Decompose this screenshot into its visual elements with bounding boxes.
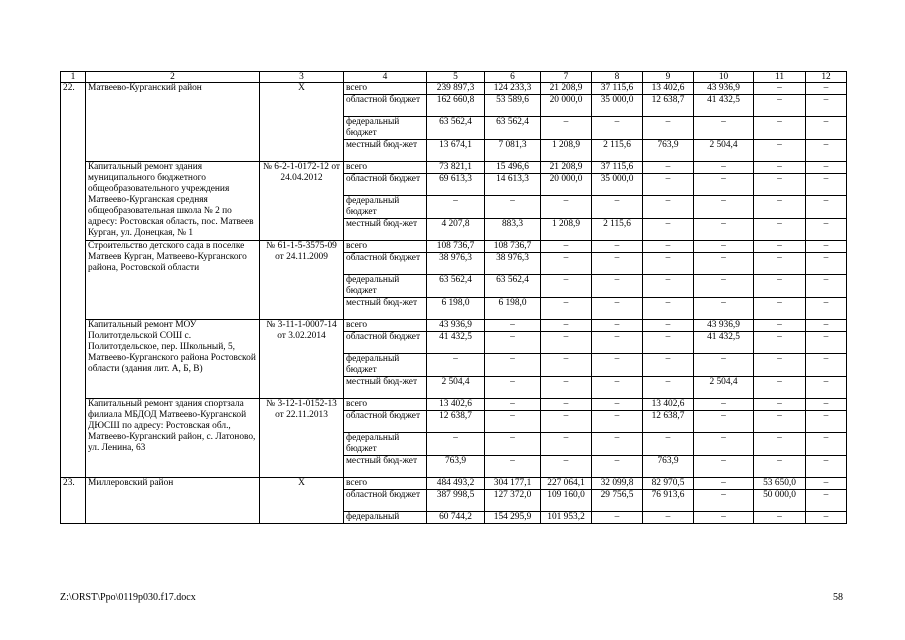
- amount-cell: –: [806, 456, 847, 478]
- amount-cell: 2 504,4: [427, 377, 485, 399]
- funding-source: всего: [344, 320, 427, 332]
- amount-cell: –: [485, 196, 541, 219]
- amount-cell: –: [694, 117, 754, 140]
- amount-cell: 12 638,7: [643, 411, 694, 433]
- amount-cell: –: [806, 196, 847, 219]
- amount-cell: –: [541, 411, 592, 433]
- amount-cell: –: [541, 433, 592, 456]
- document-reference: № 6-2-1-0172-12 от 24.04.2012: [260, 162, 344, 241]
- footer-file-path: Z:\ORST\Ppo\0119p030.f17.docx: [60, 592, 196, 603]
- amount-cell: –: [485, 320, 541, 332]
- amount-cell: 763,9: [427, 456, 485, 478]
- amount-cell: –: [694, 354, 754, 377]
- amount-cell: –: [694, 298, 754, 320]
- amount-cell: 13 402,6: [427, 399, 485, 411]
- amount-cell: 53 650,0: [754, 478, 806, 490]
- amount-cell: –: [643, 162, 694, 174]
- amount-cell: 73 821,1: [427, 162, 485, 174]
- object-name: Капитальный ремонт здания муниципального бюджетного общеобразовательного учреждения Матвеево-Курганская средняя общеобразовательная школа № 2 по адресу: Ростовская область, пос. Матвеев Курган, ул. Донецкая, № 1: [86, 162, 260, 241]
- amount-cell: –: [754, 275, 806, 298]
- amount-cell: –: [485, 433, 541, 456]
- amount-cell: 162 660,8: [427, 95, 485, 117]
- amount-cell: –: [806, 117, 847, 140]
- amount-cell: –: [643, 354, 694, 377]
- amount-cell: –: [754, 241, 806, 253]
- table-row: [61, 241, 847, 253]
- amount-cell: –: [541, 241, 592, 253]
- amount-cell: 2 115,6: [592, 219, 643, 241]
- amount-cell: –: [754, 354, 806, 377]
- amount-cell: –: [592, 512, 643, 524]
- funding-source: федеральный бюджет: [344, 354, 427, 377]
- amount-cell: –: [754, 253, 806, 275]
- amount-cell: –: [592, 275, 643, 298]
- column-number: 10: [694, 72, 754, 83]
- amount-cell: 15 496,6: [485, 162, 541, 174]
- amount-cell: –: [592, 377, 643, 399]
- amount-cell: –: [694, 512, 754, 524]
- amount-cell: 1 208,9: [541, 140, 592, 162]
- table-row: [61, 399, 847, 411]
- amount-cell: –: [541, 196, 592, 219]
- amount-cell: –: [806, 320, 847, 332]
- funding-source: местный бюд-жет: [344, 298, 427, 320]
- amount-cell: 41 432,5: [694, 95, 754, 117]
- amount-cell: –: [694, 219, 754, 241]
- column-number: 7: [541, 72, 592, 83]
- amount-cell: –: [592, 456, 643, 478]
- amount-cell: –: [806, 95, 847, 117]
- amount-cell: 43 936,9: [427, 320, 485, 332]
- amount-cell: –: [592, 320, 643, 332]
- amount-cell: 108 736,7: [485, 241, 541, 253]
- amount-cell: 12 638,7: [427, 411, 485, 433]
- amount-cell: 12 638,7: [643, 95, 694, 117]
- amount-cell: 883,3: [485, 219, 541, 241]
- funding-source: федеральный бюджет: [344, 275, 427, 298]
- amount-cell: –: [754, 162, 806, 174]
- amount-cell: 13 402,6: [643, 83, 694, 95]
- column-number: 12: [806, 72, 847, 83]
- object-name: Миллеровский район: [86, 478, 260, 524]
- table-row: [61, 162, 847, 174]
- funding-source: всего: [344, 83, 427, 95]
- amount-cell: 41 432,5: [427, 332, 485, 354]
- amount-cell: –: [592, 399, 643, 411]
- object-name: Матвеево-Курганский район: [86, 83, 260, 162]
- amount-cell: 63 562,4: [427, 117, 485, 140]
- amount-cell: –: [806, 377, 847, 399]
- amount-cell: –: [806, 478, 847, 490]
- amount-cell: 21 208,9: [541, 162, 592, 174]
- amount-cell: 21 208,9: [541, 83, 592, 95]
- table-row: [61, 478, 847, 490]
- column-number: 3: [260, 72, 344, 83]
- funding-source: всего: [344, 399, 427, 411]
- amount-cell: –: [806, 241, 847, 253]
- funding-source: всего: [344, 162, 427, 174]
- amount-cell: –: [485, 332, 541, 354]
- amount-cell: 20 000,0: [541, 95, 592, 117]
- amount-cell: 2 115,6: [592, 140, 643, 162]
- document-reference: № 3-12-1-0152-13 от 22.11.2013: [260, 399, 344, 478]
- amount-cell: 43 936,9: [694, 83, 754, 95]
- amount-cell: 109 160,0: [541, 490, 592, 512]
- column-number: 2: [86, 72, 260, 83]
- amount-cell: –: [541, 456, 592, 478]
- amount-cell: –: [754, 83, 806, 95]
- amount-cell: 20 000,0: [541, 174, 592, 196]
- amount-cell: 239 897,3: [427, 83, 485, 95]
- table-row: [61, 83, 847, 95]
- amount-cell: –: [643, 275, 694, 298]
- funding-source: местный бюд-жет: [344, 456, 427, 478]
- amount-cell: –: [541, 275, 592, 298]
- funding-source: федеральный бюджет: [344, 117, 427, 140]
- amount-cell: –: [541, 320, 592, 332]
- amount-cell: –: [643, 174, 694, 196]
- amount-cell: 763,9: [643, 140, 694, 162]
- amount-cell: 63 562,4: [485, 117, 541, 140]
- document-reference: Х: [260, 83, 344, 162]
- amount-cell: –: [754, 411, 806, 433]
- amount-cell: 38 976,3: [485, 253, 541, 275]
- amount-cell: 37 115,6: [592, 83, 643, 95]
- row-index: 23.: [61, 478, 86, 524]
- funding-source: областной бюджет: [344, 490, 427, 512]
- funding-source: областной бюджет: [344, 411, 427, 433]
- amount-cell: –: [694, 241, 754, 253]
- amount-cell: –: [754, 332, 806, 354]
- funding-source: всего: [344, 241, 427, 253]
- amount-cell: 124 233,3: [485, 83, 541, 95]
- amount-cell: –: [694, 433, 754, 456]
- amount-cell: –: [754, 196, 806, 219]
- amount-cell: –: [485, 411, 541, 433]
- amount-cell: –: [694, 275, 754, 298]
- amount-cell: 41 432,5: [694, 332, 754, 354]
- amount-cell: 6 198,0: [427, 298, 485, 320]
- amount-cell: –: [541, 377, 592, 399]
- amount-cell: 6 198,0: [485, 298, 541, 320]
- amount-cell: –: [643, 320, 694, 332]
- amount-cell: –: [806, 275, 847, 298]
- amount-cell: –: [541, 354, 592, 377]
- amount-cell: –: [694, 399, 754, 411]
- amount-cell: 35 000,0: [592, 95, 643, 117]
- amount-cell: –: [754, 320, 806, 332]
- amount-cell: –: [806, 83, 847, 95]
- amount-cell: –: [806, 332, 847, 354]
- amount-cell: –: [592, 298, 643, 320]
- amount-cell: –: [427, 196, 485, 219]
- object-name: Капитальный ремонт здания спортзала филиала МБДОД Матвеево-Курганской ДЮСШ по адресу: Ростовская обл., Матвеево-Курганский район, с. Латоново, ул. Ленина, 63: [86, 399, 260, 478]
- amount-cell: 29 756,5: [592, 490, 643, 512]
- column-number: 5: [427, 72, 485, 83]
- column-number: 1: [61, 72, 86, 83]
- amount-cell: –: [643, 241, 694, 253]
- column-number: 8: [592, 72, 643, 83]
- amount-cell: 60 744,2: [427, 512, 485, 524]
- amount-cell: –: [806, 354, 847, 377]
- amount-cell: 484 493,2: [427, 478, 485, 490]
- amount-cell: –: [427, 433, 485, 456]
- amount-cell: 50 000,0: [754, 490, 806, 512]
- amount-cell: –: [754, 456, 806, 478]
- document-reference: Х: [260, 478, 344, 524]
- amount-cell: 154 295,9: [485, 512, 541, 524]
- amount-cell: 2 504,4: [694, 377, 754, 399]
- amount-cell: –: [806, 490, 847, 512]
- amount-cell: –: [592, 241, 643, 253]
- amount-cell: –: [806, 174, 847, 196]
- column-number: 6: [485, 72, 541, 83]
- amount-cell: 1 208,9: [541, 219, 592, 241]
- amount-cell: 69 613,3: [427, 174, 485, 196]
- amount-cell: –: [541, 399, 592, 411]
- amount-cell: –: [754, 117, 806, 140]
- amount-cell: –: [754, 140, 806, 162]
- amount-cell: 763,9: [643, 456, 694, 478]
- amount-cell: 304 177,1: [485, 478, 541, 490]
- amount-cell: –: [806, 253, 847, 275]
- amount-cell: –: [694, 253, 754, 275]
- amount-cell: –: [643, 512, 694, 524]
- amount-cell: 37 115,6: [592, 162, 643, 174]
- object-name: Строительство детского сада в поселке Матвеев Курган, Матвеево-Курганского района, Ростовской области: [86, 241, 260, 320]
- amount-cell: 227 064,1: [541, 478, 592, 490]
- document-reference: № 3-11-1-0007-14 от 3.02.2014: [260, 320, 344, 399]
- amount-cell: –: [643, 332, 694, 354]
- amount-cell: –: [806, 162, 847, 174]
- amount-cell: 108 736,7: [427, 241, 485, 253]
- funding-source: областной бюджет: [344, 332, 427, 354]
- amount-cell: –: [694, 174, 754, 196]
- funding-source: местный бюд-жет: [344, 219, 427, 241]
- amount-cell: –: [754, 512, 806, 524]
- amount-cell: 13 674,1: [427, 140, 485, 162]
- amount-cell: –: [694, 162, 754, 174]
- amount-cell: –: [592, 354, 643, 377]
- amount-cell: –: [541, 253, 592, 275]
- column-number: 11: [754, 72, 806, 83]
- amount-cell: –: [541, 332, 592, 354]
- amount-cell: –: [754, 399, 806, 411]
- amount-cell: 13 402,6: [643, 399, 694, 411]
- amount-cell: 101 953,2: [541, 512, 592, 524]
- amount-cell: –: [754, 377, 806, 399]
- amount-cell: –: [806, 399, 847, 411]
- amount-cell: –: [643, 433, 694, 456]
- funding-source: областной бюджет: [344, 253, 427, 275]
- amount-cell: –: [754, 219, 806, 241]
- funding-source: всего: [344, 478, 427, 490]
- amount-cell: 63 562,4: [485, 275, 541, 298]
- amount-cell: –: [806, 411, 847, 433]
- row-index: 22.: [61, 83, 86, 478]
- amount-cell: –: [806, 433, 847, 456]
- amount-cell: –: [485, 399, 541, 411]
- amount-cell: 35 000,0: [592, 174, 643, 196]
- amount-cell: –: [643, 196, 694, 219]
- amount-cell: –: [643, 253, 694, 275]
- amount-cell: –: [754, 174, 806, 196]
- amount-cell: –: [592, 411, 643, 433]
- funding-source: федеральный бюджет: [344, 196, 427, 219]
- column-number: 9: [643, 72, 694, 83]
- amount-cell: 63 562,4: [427, 275, 485, 298]
- amount-cell: –: [592, 117, 643, 140]
- amount-cell: –: [643, 219, 694, 241]
- funding-source: местный бюд-жет: [344, 377, 427, 399]
- amount-cell: 127 372,0: [485, 490, 541, 512]
- amount-cell: 14 613,3: [485, 174, 541, 196]
- amount-cell: –: [485, 377, 541, 399]
- funding-source: областной бюджет: [344, 95, 427, 117]
- amount-cell: –: [592, 253, 643, 275]
- amount-cell: –: [754, 298, 806, 320]
- page-number: 58: [833, 592, 843, 603]
- amount-cell: –: [694, 490, 754, 512]
- amount-cell: –: [427, 354, 485, 377]
- budget-table: [60, 71, 847, 524]
- amount-cell: –: [754, 433, 806, 456]
- amount-cell: –: [592, 433, 643, 456]
- amount-cell: 76 913,6: [643, 490, 694, 512]
- column-number-row: [61, 72, 847, 83]
- amount-cell: 2 504,4: [694, 140, 754, 162]
- column-number: 4: [344, 72, 427, 83]
- amount-cell: –: [694, 196, 754, 219]
- funding-source: федеральный бюджет: [344, 433, 427, 456]
- funding-source: федеральный: [344, 512, 427, 524]
- amount-cell: –: [643, 377, 694, 399]
- amount-cell: –: [541, 298, 592, 320]
- amount-cell: –: [592, 332, 643, 354]
- amount-cell: 82 970,5: [643, 478, 694, 490]
- amount-cell: –: [485, 456, 541, 478]
- amount-cell: –: [806, 512, 847, 524]
- amount-cell: –: [806, 298, 847, 320]
- funding-source: областной бюджет: [344, 174, 427, 196]
- amount-cell: 7 081,3: [485, 140, 541, 162]
- amount-cell: 38 976,3: [427, 253, 485, 275]
- amount-cell: –: [694, 478, 754, 490]
- amount-cell: 387 998,5: [427, 490, 485, 512]
- amount-cell: –: [592, 196, 643, 219]
- amount-cell: –: [806, 140, 847, 162]
- amount-cell: 43 936,9: [694, 320, 754, 332]
- amount-cell: –: [694, 411, 754, 433]
- amount-cell: 4 207,8: [427, 219, 485, 241]
- amount-cell: –: [643, 298, 694, 320]
- amount-cell: –: [694, 456, 754, 478]
- amount-cell: 32 099,8: [592, 478, 643, 490]
- amount-cell: –: [754, 95, 806, 117]
- table-row: [61, 320, 847, 332]
- document-reference: № 61-1-5-3575-09 от 24.11.2009: [260, 241, 344, 320]
- amount-cell: –: [541, 117, 592, 140]
- amount-cell: 53 589,6: [485, 95, 541, 117]
- amount-cell: –: [643, 117, 694, 140]
- amount-cell: –: [806, 219, 847, 241]
- funding-source: местный бюд-жет: [344, 140, 427, 162]
- object-name: Капитальный ремонт МОУ Политотдельской СОШ с. Политотдельское, пер. Школьный, 5, Матвеево-Курганского района Ростовской области (здания лит. А, Б, В): [86, 320, 260, 399]
- amount-cell: –: [485, 354, 541, 377]
